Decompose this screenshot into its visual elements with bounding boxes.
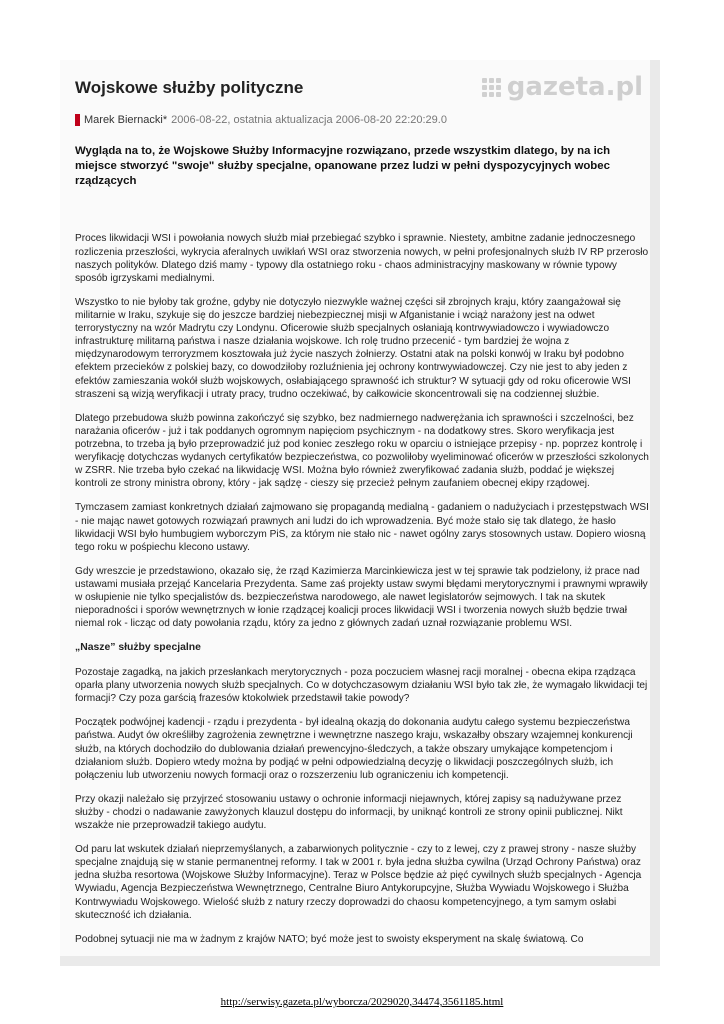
paragraph: Podobnej sytuacji nie ma w żadnym z krajów NATO; być może jest to swoisty eksperyment na skalę światową. Co xyxy=(75,933,584,945)
paragraph: Dlatego przebudowa służb powinna zakończyć się szybko, bez nadmiernego nadwerężania ich sprawności i szczelności, bez narażania oficerów - już i tak poddanych ogromnym napięciom psychicznym - na dodatkowy stres. Skoro weryfikacja jest potrzebna, to trzeba ją było przeprowadzić już pod koniec zeszłego roku w oparciu o istniejące przepisy - np. poprzez kontrolę i weryfikację dotychczas wydanych certyfikatów bezpieczeństwa, co pozwoliłoby wyeliminować oficerów w przeszłości szkolonych w ZSRR. Nie trzeba było czekać na likwidację WSI. Można było również zweryfikować zadania służb, poddać je większej kontroli ze strony ministra obrony, który - jak sądzę - cieszy się przecież pełnym zaufaniem obecnej ekipy rządowej. xyxy=(75,412,649,490)
paragraph: Początek podwójnej kadencji - rządu i prezydenta - był idealną okazją do dokonania audytu całego systemu bezpieczeństwa państwa. Audyt ów określiłby zagrożenia zewnętrzne i wewnętrzne naszego kraju, wskazałby obszary wzajemnej konkurencji służb, na których dochodziło do dublowania działań prewencyjno-śledczych, a także obszary umykające kompetencjom i działaniom służb. Dopiero wtedy można by podjąć w pełni odpowiedzialną decyzję o likwidacji poszczególnych służb, ich połączeniu lub utworzeniu nowych formacji oraz o rozszerzeniu lub ograniczeniu ich kompetencji. xyxy=(75,717,633,781)
gazeta-logo xyxy=(482,72,643,102)
paragraph: Przy okazji należało się przyjrzeć stosowaniu ustawy o ochronie informacji niejawnych, której zapisy są nadużywane przez służby - chodzi o nadawanie zawyżonych klauzul dostępu do informacji, by uniknąć kontroli ze strony opinii publicznej. Nikt wszakże nie przeprowadził takiego audytu. xyxy=(75,793,623,832)
article-author: Marek Biernacki* xyxy=(84,114,168,126)
logo-text: gazeta.pl xyxy=(506,72,643,102)
source-url-link[interactable]: http://serwisy.gazeta.pl/wyborcza/2029020,34474,3561185.html xyxy=(220,996,504,1008)
paragraph: Tymczasem zamiast konkretnych działań zajmowano się propagandą medialną - gadaniem o nadużyciach i przestępstwach WSI - nie mając nawet gotowych rozwiązań prawnych ani ludzi do ich wprowadzenia. Być może stało się tak dlatego, że hasło likwidacji WSI było humbugiem wyborczym PiS, za którym nie stało nic - nawet ogólny zarys stosownych ustaw. Dopiero wiosną tego roku w pośpiechu klecono ustawy. xyxy=(75,502,649,553)
author-marker-icon xyxy=(75,114,80,126)
article-lead: Wygląda na to, że Wojskowe Służby Informacyjne rozwiązano, przede wszystkim dlatego, by na ich miejsce stworzyć "swoje" służby specjalne, opanowane przez ludzi w pełni dyspozycyjnych wobec rządzących xyxy=(75,145,611,187)
article-title: Wojskowe służby polityczne xyxy=(75,78,304,97)
paragraph: Wszystko to nie byłoby tak groźne, gdyby nie dotyczyło niezwykle ważnej części sił zbrojnych kraju, który zaangażował się militarnie w Iraku, szykuje się do jeszcze bardziej niebezpiecznej misji w Afganistanie i wciąż narażony jest na odwet terrorystyczny na wzór Madrytu czy Londynu. Oficerowie służb specjalnych osłaniają kontrwywiadowczo i wywiadowczo infrastrukturę militarną państwa i nasze działania wojskowe. Ich rolę trudno przecenić - tym bardziej że wojna z międzynarodowym terroryzmem kosztowała już życie naszych żołnierzy. Ostatni atak na polski konwój w Iraku był podobno efektem przecieków z polskiej bazy, co dowodziłoby rozluźnienia jej ochrony kontrwywiadowczej. Czy nie jest to aby jeden z efektów zamieszania wokół służb wojskowych, osłabiającego sprawność ich struktur? W sytuacji gdy od roku oficerowie WSI straszeni są wizją weryfikacji i utraty pracy, trudno oczekiwać, by całkowicie skoncentrowali się na codziennej służbie. xyxy=(75,296,631,400)
paragraph: Gdy wreszcie je przedstawiono, okazało się, że rząd Kazimierza Marcinkiewicza jest w tej sprawie tak podzielony, iż prace nad ustawami musiała przejąć Kancelaria Prezydenta. Same zaś projekty ustaw swymi błędami merytorycznymi i prawnymi wprawiły w osłupienie nie tylko specjalistów ds. bezpieczeństwa narodowego, ale nawet legislatorów sejmowych. I tak na skutek nieporadności i sporów wewnętrznych w łonie rządzącej koalicji proces likwidacji WSI i tworzenia nowych służb będzie trwał niemal rok - licząc od daty powołania rządu, który za jedno z głównych zadań uznał rozwiązanie problemu WSI. xyxy=(75,565,648,630)
article-header xyxy=(75,72,649,112)
paragraph: Od paru lat wskutek działań nieprzemyślanych, a zabarwionych politycznie - czy to z lewej, czy z prawej strony - nasze służby specjalne znajdują się w stanie permanentnej reformy. I tak w 2001 r. była jedna służba cywilna (Urząd Ochrony Państwa) oraz jedna służba resortowa (Wojskowe Służby Informacyjne). Teraz w Polsce będzie aż pięć cywilnych służb specjalnych - Agencja Wywiadu, Agencja Bezpieczeństwa Wewnętrznego, Centralne Biuro Antykorupcyjne, Służba Wywiadu Wojskowego i Służba Kontrwywiadu Wojskowego. Wielość służb z natury rzeczy doprowadzi do chaosu kompetencyjnego, a tym samym osłabi skuteczność ich działania. xyxy=(75,844,642,921)
article-date: 2006-08-22, ostatnia aktualizacja 2006-08-20 22:20:29.0 xyxy=(171,114,447,126)
paragraph: Proces likwidacji WSI i powołania nowych służb miał przebiegać szybko i sprawnie. Niestety, ambitne zadanie jednoczesnego rozliczenia przeszłości, wykrycia aferalnych uwikłań WSI oraz stworzenia nowych, w pełni profesjonalnych służb IV RP przerosło naszych polityków. Dlatego dziś mamy - typowy dla ostatniego roku - chaos administracyjny maskowany w równie typowy sposób igrzyskami medialnymi. xyxy=(75,233,649,284)
logo-dots-icon xyxy=(482,78,501,97)
article-body xyxy=(75,232,649,945)
article-content xyxy=(75,72,649,957)
paragraph: Pozostaje zagadką, na jakich przesłankach merytorycznych - poza poczuciem własnej racji moralnej - obecna ekipa rządząca oparła plany utworzenia nowych służb specjalnych. Co w dotychczasowym działaniu WSI było tak złe, że wymagało likwidacji tej formacji? Czy poza garścią frazesów ktokolwiek przedstawił takie powody? xyxy=(75,666,648,705)
section-subheading: „Nasze” służby specjalne xyxy=(75,642,201,654)
article-meta xyxy=(75,114,649,126)
